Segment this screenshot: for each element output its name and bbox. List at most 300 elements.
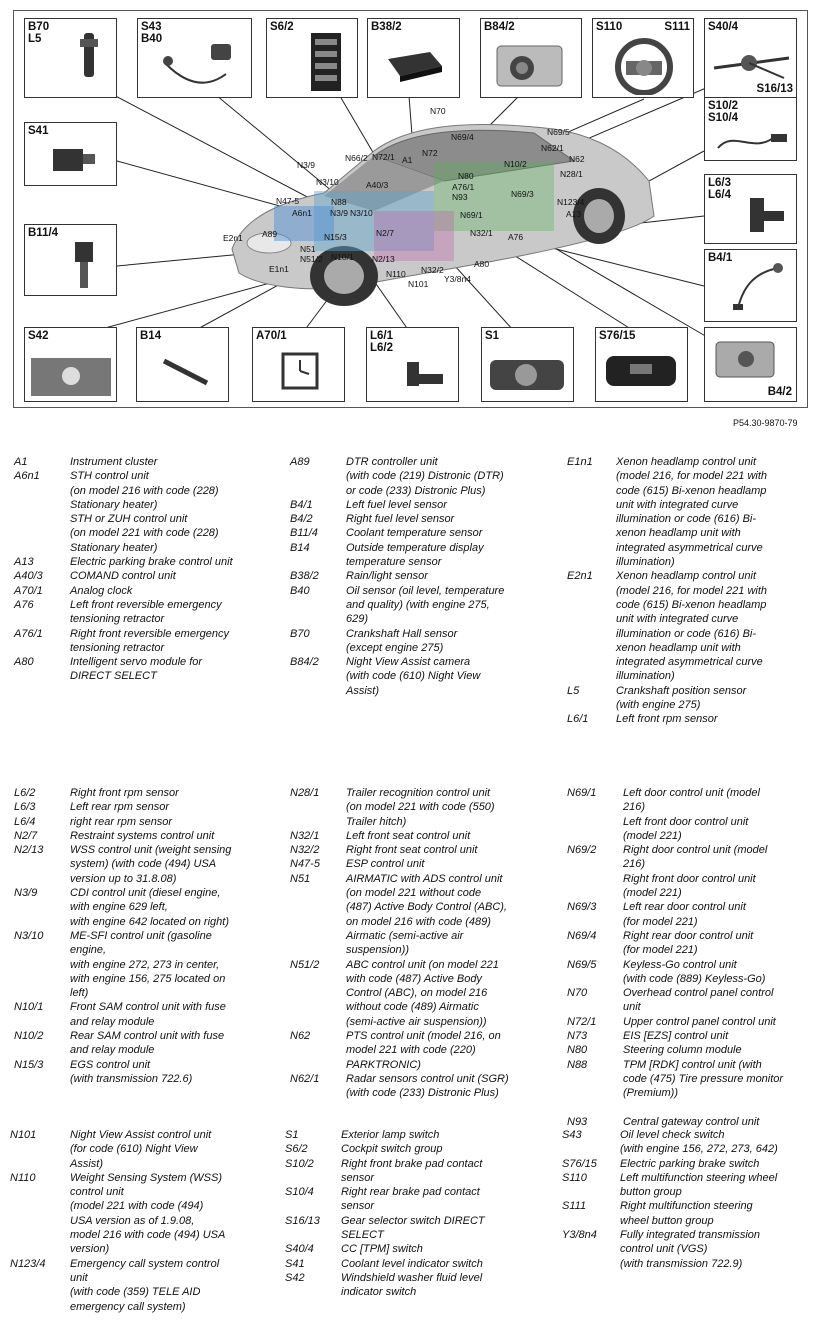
car-label: N69/5: [547, 127, 570, 137]
legend-description: model 221 with code (220): [346, 1044, 476, 1057]
legend-code: N88: [567, 1058, 588, 1071]
legend-entry: [290, 541, 550, 555]
legend-description: system) (with code (494) USA: [70, 858, 217, 871]
legend-description: with engine 642 located on right): [70, 915, 229, 928]
legend-description: emergency call system): [70, 1300, 186, 1313]
car-label: N47-5: [276, 196, 300, 206]
legend-entry: [290, 669, 550, 683]
legend-entry: [290, 1000, 550, 1014]
legend-entry: [14, 555, 279, 569]
car-label: N80: [458, 171, 474, 181]
legend-entry: [562, 1199, 812, 1213]
car-label: N2/13: [372, 254, 395, 264]
callout-b11-4: B11/4: [24, 224, 117, 296]
legend-code: S110: [562, 1171, 587, 1184]
legend-code: N32/2: [290, 844, 320, 857]
legend-entry: [290, 469, 550, 483]
legend-code: A6n1: [14, 470, 40, 483]
legend-description: code (475) Tire pressure monitor: [623, 1072, 784, 1085]
car-label: E1n1: [269, 264, 289, 274]
callout-l6-3-l6-4: L6/3 L6/4: [704, 174, 797, 244]
legend-description: Instrument cluster: [70, 456, 158, 468]
legend-entry: [14, 641, 279, 655]
legend-description: Emergency call system control: [70, 1257, 220, 1270]
legend-description: control unit (VGS): [620, 1243, 708, 1256]
legend-description: COMAND control unit: [70, 570, 176, 583]
legend-code: N10/1: [14, 1001, 44, 1014]
legend-code: S43: [562, 1129, 582, 1141]
legend-entry: [567, 541, 807, 555]
legend-entry: [14, 958, 279, 972]
legend-code: N3/10: [14, 929, 44, 942]
legend-entry: [567, 698, 807, 712]
legend-entry: [14, 786, 279, 800]
legend-entry: [567, 829, 812, 843]
car-label: N3/9: [297, 160, 315, 170]
crankshaft-sensor-icon: [70, 31, 110, 91]
legend-description: 216): [623, 801, 646, 814]
legend-entry: [14, 1072, 279, 1086]
legend-code: N69/4: [567, 929, 597, 942]
legend-entry: [290, 915, 550, 929]
legend-description: (487) Active Body Control (ABC),: [346, 901, 507, 914]
legend-code: E2n1: [567, 570, 593, 583]
legend-entry: [14, 569, 279, 583]
legend-entry: [14, 972, 279, 986]
legend-entry: [567, 584, 807, 598]
legend-entry: [290, 929, 550, 943]
legend-description: Left front reversible emergency: [70, 598, 222, 611]
car-label: N123/4: [557, 197, 585, 207]
legend-description: with engine 272, 273 in center,: [70, 958, 220, 971]
legend-entry: [285, 1171, 550, 1185]
legend-code: N69/2: [567, 844, 597, 857]
legend-entry: [567, 498, 807, 512]
car-label: N32/2: [421, 265, 444, 275]
legend-code: E1n1: [567, 456, 593, 468]
legend-description: Control (ABC), on model 216: [346, 987, 488, 1000]
car-label: N10/2: [504, 159, 527, 169]
legend-entry: [10, 1171, 280, 1185]
car-label: N51: [300, 244, 316, 254]
legend-entry: [14, 526, 279, 540]
legend-entry: [290, 526, 550, 540]
legend-description: Radar sensors control unit (SGR): [346, 1072, 509, 1085]
legend-description: (for model 221): [623, 944, 698, 957]
washer-fluid-switch-icon: [31, 348, 111, 398]
legend-entry: [14, 986, 279, 1000]
component-location-diagram: [13, 10, 808, 408]
legend-description: SELECT: [341, 1229, 384, 1242]
legend-entry: [10, 1185, 280, 1199]
car-label: N93: [452, 192, 468, 202]
legend-description: and relay module: [70, 1015, 155, 1028]
car-label: A76/1: [452, 182, 475, 192]
legend-description: Airmatic (semi-active air: [346, 929, 464, 942]
legend-description: Crankshaft position sensor: [616, 684, 747, 697]
legend-entry: [285, 1157, 550, 1171]
car-label: A40/3: [366, 180, 389, 190]
legend-entry: [14, 455, 279, 469]
legend-description: Rear SAM control unit with fuse: [70, 1030, 225, 1043]
legend-entry: [14, 943, 279, 957]
legend-code: N32/1: [290, 829, 320, 842]
legend-description: Restraint systems control unit: [70, 829, 215, 842]
legend-entry: [14, 484, 279, 498]
legend-entry: [567, 612, 807, 626]
cockpit-switch-group-icon: [307, 31, 347, 96]
legend-block3-col1: [10, 1128, 280, 1314]
callout-l6-1-l6-2: L6/1 L6/2: [366, 327, 459, 402]
legend-code: N70: [567, 987, 588, 1000]
legend-entry: [567, 857, 812, 871]
car-label: N3/10: [316, 177, 339, 187]
legend-description: DTR controller unit: [346, 456, 438, 468]
car-label: N69/4: [451, 132, 474, 142]
legend-description: Front SAM control unit with fuse: [70, 1001, 226, 1014]
legend-description: Coolant temperature sensor: [346, 527, 483, 540]
legend-description: illumination): [616, 670, 675, 683]
legend-entry: [14, 612, 279, 626]
legend-description: Analog clock: [70, 584, 133, 597]
legend-entry: [14, 1058, 279, 1072]
legend-entry: [290, 900, 550, 914]
legend-entry: [14, 1043, 279, 1057]
legend-entry: [290, 943, 550, 957]
legend-code: S76/15: [562, 1157, 597, 1170]
legend-entry: [290, 1072, 550, 1086]
legend-entry: [285, 1285, 550, 1299]
legend-description: Right front brake pad contact: [341, 1157, 483, 1170]
legend-description: (with code (233) Distronic Plus): [346, 1087, 499, 1100]
legend-code: Y3/8n4: [562, 1229, 597, 1242]
parking-brake-switch-icon: [602, 352, 682, 392]
legend-description: and relay module: [70, 1044, 155, 1057]
legend-code: N2/7: [14, 829, 38, 842]
legend-entry: [14, 627, 279, 641]
legend-block2-col2: [290, 786, 550, 1101]
analog-clock-icon: [281, 352, 321, 392]
car-label: N32/1: [470, 228, 493, 238]
legend-description: (model 221 with code (494): [70, 1200, 204, 1213]
legend-code: S1: [285, 1129, 299, 1141]
legend-description: indicator switch: [341, 1286, 417, 1299]
legend-entry: [14, 469, 279, 483]
legend-entry: [14, 815, 279, 829]
legend-entry: [285, 1257, 550, 1271]
legend-code: A70/1: [14, 584, 43, 597]
legend-code: L6/3: [14, 801, 36, 814]
legend-code: L5: [567, 684, 580, 697]
legend-entry: [567, 958, 812, 972]
legend-entry: [567, 627, 807, 641]
legend-entry: [290, 843, 550, 857]
legend-code: N15/3: [14, 1058, 44, 1071]
legend-description: Electric parking brake switch: [620, 1157, 760, 1170]
legend-description: temperature sensor: [346, 556, 442, 569]
legend-description: CDI control unit (diesel engine,: [70, 887, 221, 900]
car-label: N101: [408, 279, 429, 289]
legend-entry: [567, 786, 812, 800]
legend-code: B40: [290, 584, 310, 597]
legend-description: Steering column module: [623, 1044, 742, 1057]
legend-description: with engine 629 left,: [70, 901, 168, 914]
legend-description: unit: [70, 1271, 88, 1284]
car-label: N72/1: [372, 152, 395, 162]
legend-description: EGS control unit: [70, 1058, 151, 1071]
legend-description: unit: [623, 1001, 641, 1014]
outside-temperature-sensor-icon: [159, 353, 219, 393]
legend-entry: [290, 655, 550, 669]
legend-description: (semi-active air suspension)): [346, 1015, 487, 1028]
legend-description: WSS control unit (weight sensing: [70, 844, 232, 857]
callout-b4-2: B4/2: [704, 327, 797, 402]
legend-entry: [10, 1128, 280, 1142]
legend-entry: [562, 1257, 812, 1271]
legend-description: Fully integrated transmission: [620, 1229, 761, 1242]
car-label: N62: [569, 154, 585, 164]
legend-entry: [285, 1214, 550, 1228]
legend-code: N47-5: [290, 858, 320, 871]
legend-entry: [290, 986, 550, 1000]
legend-code: N3/9: [14, 887, 38, 900]
legend-description: Xenon headlamp control unit: [616, 570, 757, 583]
legend-block2-col3: [567, 786, 812, 1129]
legend-description: Cockpit switch group: [341, 1143, 443, 1156]
legend-entry: [14, 800, 279, 814]
legend-entry: [10, 1142, 280, 1156]
legend-block1-col3: [567, 455, 807, 727]
legend-block3-col3: [562, 1128, 812, 1271]
callout-s110-s111: S110 S111: [592, 18, 694, 98]
legend-description: 216): [623, 858, 646, 871]
legend-description: (on model 216 with code (228): [70, 484, 219, 497]
legend-entry: [10, 1157, 280, 1171]
legend-entry: [14, 655, 279, 669]
legend-entry: [567, 1058, 812, 1072]
legend-description: version up to 31.8.08): [70, 872, 177, 885]
car-label: N88: [331, 197, 347, 207]
legend-code: N28/1: [290, 787, 320, 799]
legend-entry: [567, 555, 807, 569]
legend-description: (model 221): [623, 829, 682, 842]
car-label: A76: [508, 232, 524, 242]
legend-description: PARKTRONIC): [346, 1058, 421, 1071]
legend-description: Left front seat control unit: [346, 829, 471, 842]
legend-code: S10/4: [285, 1186, 314, 1199]
legend-description: Right fuel level sensor: [346, 513, 455, 526]
legend-description: code (615) Bi-xenon headlamp: [616, 484, 767, 497]
legend-code: A1: [14, 456, 28, 468]
legend-code: B4/1: [290, 498, 313, 511]
legend-description: Left front door control unit: [623, 815, 749, 828]
legend-entry: [10, 1285, 280, 1299]
legend-code: L6/2: [14, 787, 36, 799]
legend-entry: [567, 1086, 812, 1100]
front-rpm-sensor-icon: [403, 358, 453, 393]
rpm-sensor-icon: [745, 193, 790, 238]
legend-description: with code (487) Active Body: [346, 972, 482, 985]
legend-description: Right front seat control unit: [346, 844, 478, 857]
legend-description: Exterior lamp switch: [341, 1129, 440, 1141]
car-label: A80: [474, 259, 490, 269]
legend-description: (on model 221 without code: [346, 887, 482, 900]
legend-description: tensioning retractor: [70, 613, 165, 626]
legend-entry: [10, 1242, 280, 1256]
legend-description: Right rear brake pad contact: [341, 1186, 480, 1199]
legend-entry: [290, 815, 550, 829]
car-label: N3/10: [350, 208, 373, 218]
legend-entry: [567, 598, 807, 612]
legend-description: xenon headlamp unit with: [616, 527, 741, 540]
legend-block2-col1: [14, 786, 279, 1086]
legend-description: (except engine 275): [346, 641, 444, 654]
legend-entry: [567, 1101, 812, 1115]
legend-description: left): [70, 987, 89, 1000]
legend-entry: [290, 498, 550, 512]
car-label: N2/7: [376, 228, 394, 238]
legend-entry: [562, 1157, 812, 1171]
car-label: E2n1: [223, 233, 243, 243]
legend-description: Right rear door control unit: [623, 929, 754, 942]
legend-block3-col2: [285, 1128, 550, 1300]
legend-entry: [567, 1029, 812, 1043]
legend-description: Assist): [346, 684, 379, 697]
legend-description: button group: [620, 1186, 682, 1199]
legend-entry: [290, 1029, 550, 1043]
legend-entry: [285, 1185, 550, 1199]
car-label: N72: [422, 148, 438, 158]
legend-description: Electric parking brake control unit: [70, 556, 233, 569]
legend-entry: [285, 1228, 550, 1242]
callout-s40-4-s16-13: S40/4 S16/13: [704, 18, 797, 98]
legend-code: N69/5: [567, 958, 597, 971]
callout-a70-1: A70/1: [252, 327, 345, 402]
legend-code: N62/1: [290, 1072, 320, 1085]
legend-code: N73: [567, 1030, 588, 1043]
legend-description: Stationary heater): [70, 498, 158, 511]
legend-entry: [290, 886, 550, 900]
callout-s42: S42: [24, 327, 117, 402]
legend-description: integrated asymmetrical curve: [616, 656, 763, 669]
legend-code: A76/1: [14, 627, 43, 640]
legend-entry: [290, 857, 550, 871]
legend-entry: [14, 512, 279, 526]
legend-entry: [14, 498, 279, 512]
legend-entry: [290, 455, 550, 469]
legend-entry: [14, 669, 279, 683]
legend-entry: [567, 915, 812, 929]
legend-entry: [567, 843, 812, 857]
legend-description: Trailer hitch): [346, 815, 407, 828]
coolant-switch-icon: [43, 139, 103, 184]
legend-entry: [562, 1142, 812, 1156]
legend-description: Weight Sensing System (WSS): [70, 1171, 223, 1184]
legend-entry: [567, 469, 807, 483]
legend-description: tensioning retractor: [70, 641, 165, 654]
callout-s43-b40: S43 B40: [137, 18, 252, 98]
car-label: N69/3: [511, 189, 534, 199]
legend-description: (model 221): [623, 887, 682, 900]
legend-code: A40/3: [14, 570, 43, 583]
legend-entry: [14, 886, 279, 900]
legend-entry: [290, 569, 550, 583]
legend-entry: [567, 655, 807, 669]
legend-entry: [562, 1214, 812, 1228]
legend-entry: [14, 598, 279, 612]
legend-description: TPM [RDK] control unit (with: [623, 1058, 762, 1071]
callout-b70-l5: B70 L5: [24, 18, 117, 98]
legend-description: (for code (610) Night View: [70, 1143, 198, 1156]
legend-code: N2/13: [14, 844, 44, 857]
legend-description: Oil level check switch: [620, 1129, 725, 1141]
legend-entry: [290, 1043, 550, 1057]
legend-entry: [567, 712, 807, 726]
legend-code: S40/4: [285, 1243, 314, 1256]
legend-entry: [562, 1128, 812, 1142]
legend-description: with engine 156, 275 located on: [70, 972, 226, 985]
legend-description: model 216 with code (494) USA: [70, 1229, 226, 1242]
legend-description: sensor: [341, 1171, 375, 1184]
legend-code: N51: [290, 872, 311, 885]
legend-entry: [567, 684, 807, 698]
legend-entry: [14, 857, 279, 871]
callout-b4-1: B4/1: [704, 249, 797, 322]
car-label: N69/1: [460, 210, 483, 220]
legend-code: N72/1: [567, 1015, 597, 1028]
legend-description: Coolant level indicator switch: [341, 1257, 483, 1270]
legend-entry: [567, 569, 807, 583]
brake-pad-sensor-icon: [713, 128, 793, 158]
legend-entry: [14, 541, 279, 555]
legend-description: integrated asymmetrical curve: [616, 541, 763, 554]
legend-description: control unit: [70, 1186, 124, 1199]
night-view-camera-icon: [487, 36, 577, 96]
legend-entry: [10, 1257, 280, 1271]
legend-entry: [567, 512, 807, 526]
car-label: A6n1: [292, 208, 312, 218]
legend-entry: [290, 555, 550, 569]
legend-code: A76: [14, 598, 34, 611]
legend-description: Rain/light sensor: [346, 570, 428, 583]
legend-entry: [10, 1300, 280, 1314]
legend-description: Intelligent servo module for: [70, 656, 203, 669]
legend-entry: [562, 1185, 812, 1199]
legend-code: L6/1: [567, 713, 589, 726]
legend-description: ME-SFI control unit (gasoline: [70, 929, 212, 942]
legend-code: L6/4: [14, 815, 36, 828]
legend-entry: [290, 512, 550, 526]
legend-entry: [567, 872, 812, 886]
legend-entry: [562, 1242, 812, 1256]
legend-entry: [567, 943, 812, 957]
legend-description: Right front door control unit: [623, 872, 756, 885]
legend-description: (Premium)): [623, 1087, 678, 1100]
legend-description: Upper control panel control unit: [623, 1015, 776, 1028]
callout-b38-2: B38/2: [367, 18, 460, 98]
legend-description: (model 216, for model 221 with: [616, 470, 768, 483]
legend-entry: [567, 929, 812, 943]
car-label: N70: [430, 106, 446, 116]
car-label: N3/9: [330, 208, 348, 218]
legend-description: unit with integrated curve: [616, 498, 739, 511]
legend-description: Left fuel level sensor: [346, 498, 447, 511]
legend-description: Right front rpm sensor: [70, 787, 179, 799]
legend-entry: [14, 843, 279, 857]
legend-description: Overhead control panel control: [623, 987, 774, 1000]
legend-description: Stationary heater): [70, 541, 158, 554]
legend-entry: [562, 1228, 812, 1242]
